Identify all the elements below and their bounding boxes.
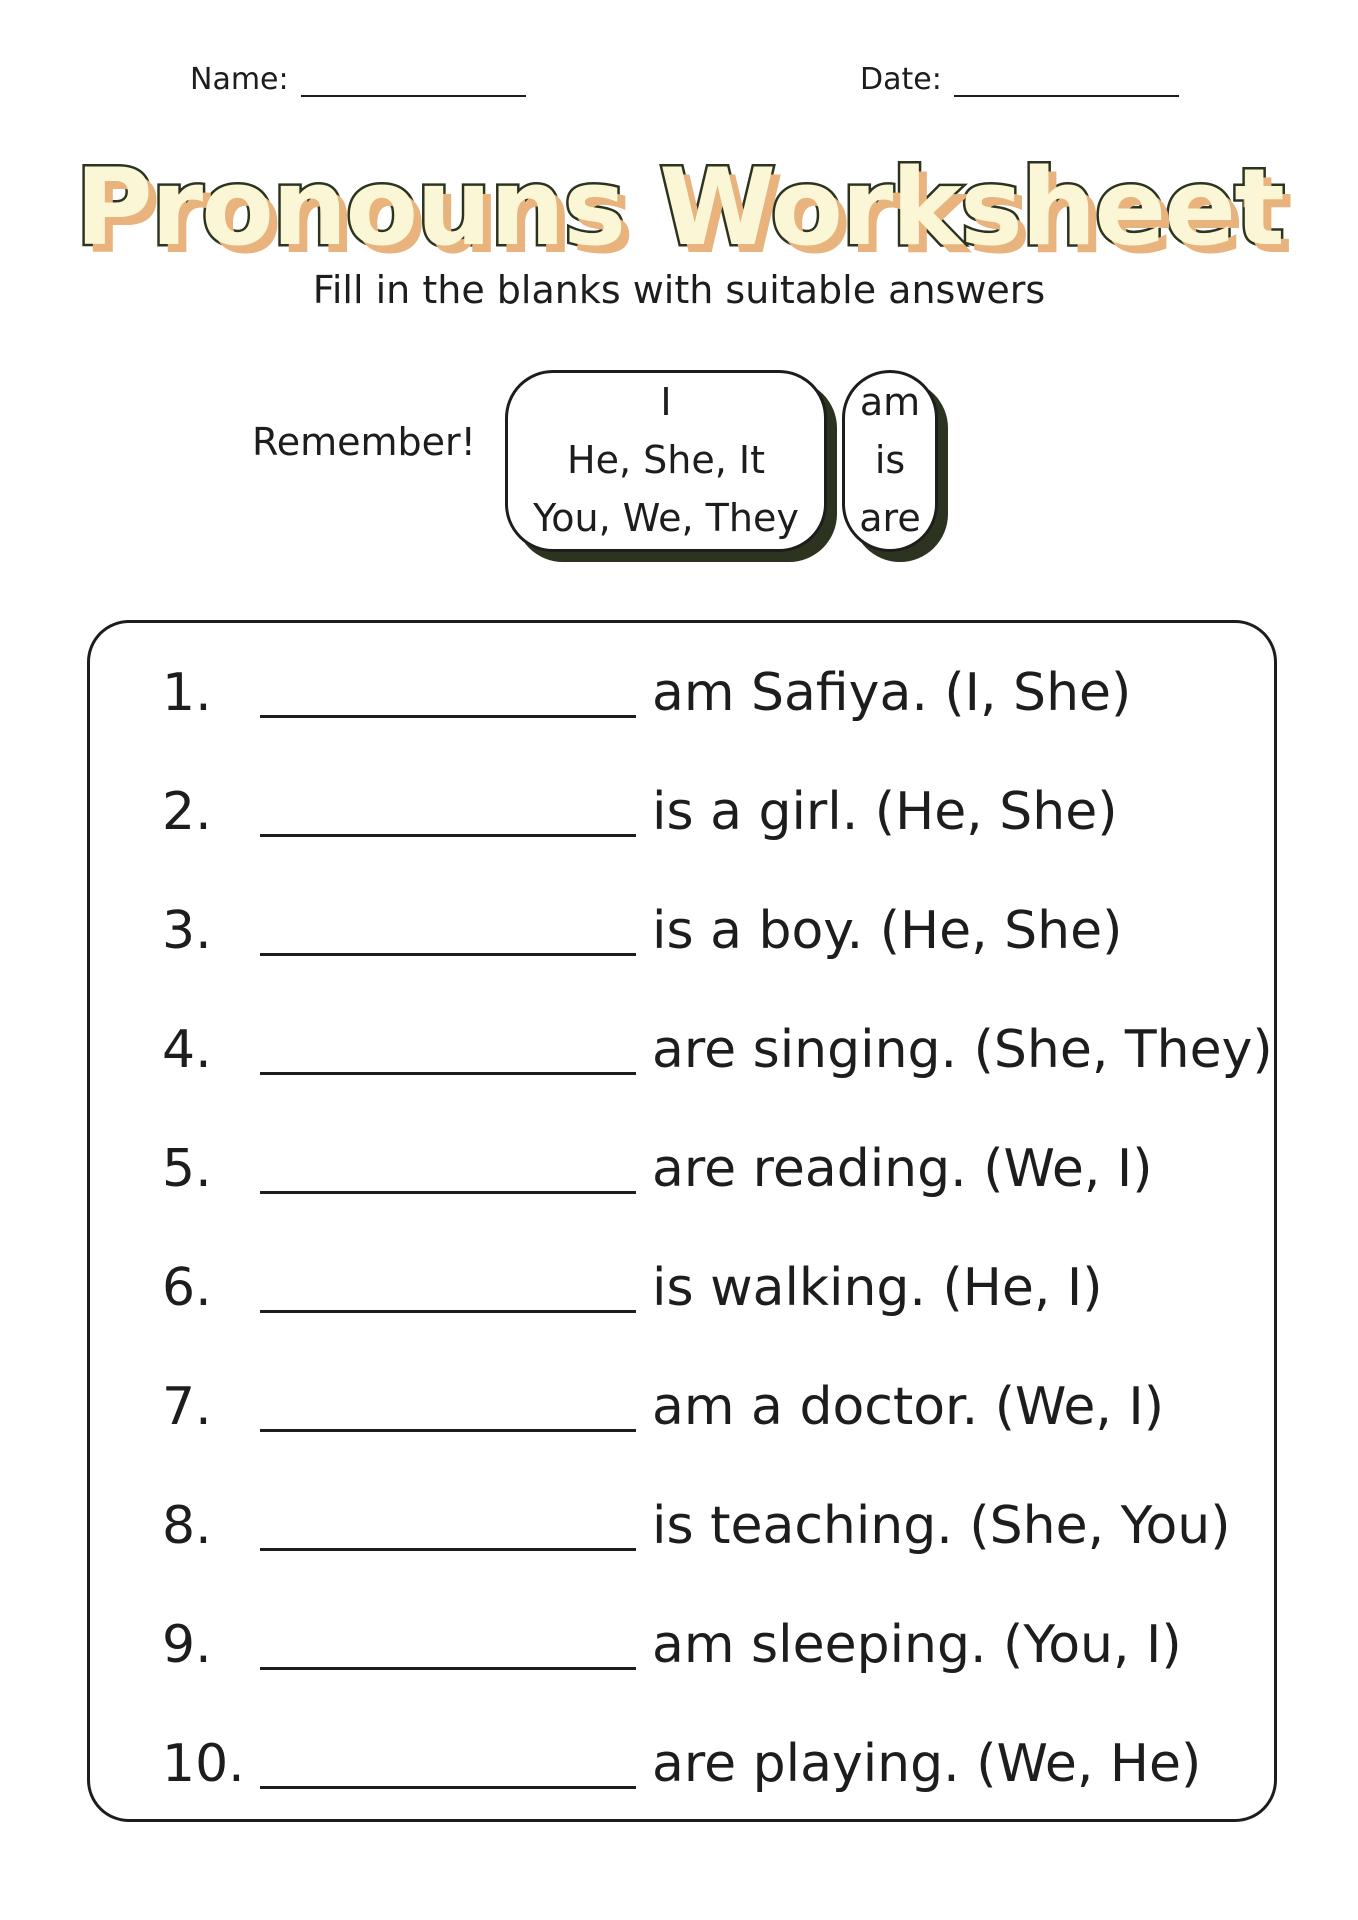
answer-blank[interactable] — [260, 1667, 636, 1670]
question-text: is a boy. (He, She) — [652, 901, 1123, 961]
question-text: is walking. (He, I) — [652, 1258, 1103, 1318]
question-text: am sleeping. (You, I) — [652, 1615, 1182, 1675]
question-row — [90, 1377, 1274, 1437]
pronoun-reference-box — [505, 370, 827, 552]
answer-blank[interactable] — [260, 1072, 636, 1075]
question-text: are playing. (We, He) — [652, 1734, 1202, 1794]
question-row — [90, 1139, 1274, 1199]
answer-blank[interactable] — [260, 834, 636, 837]
questions-panel — [87, 620, 1277, 1822]
answer-blank[interactable] — [260, 1191, 636, 1194]
pronoun-line: You, We, They — [533, 496, 799, 540]
date-field[interactable] — [860, 62, 1179, 97]
question-row — [90, 901, 1274, 961]
question-text: are singing. (She, They) — [652, 1020, 1273, 1080]
remember-label: Remember! — [252, 420, 476, 464]
verb-line: is — [874, 438, 906, 482]
question-number: 7. — [162, 1377, 212, 1437]
question-text: am Safiya. (I, She) — [652, 663, 1132, 723]
worksheet-title: Pronouns Worksheet — [75, 146, 1283, 269]
question-text: am a doctor. (We, I) — [652, 1377, 1165, 1437]
date-label: Date: — [860, 62, 942, 97]
verb-line: am — [859, 380, 921, 424]
verb-reference-box — [842, 370, 938, 552]
answer-blank[interactable] — [260, 1548, 636, 1551]
pronoun-line: I — [660, 380, 672, 424]
question-row — [90, 663, 1274, 723]
question-text: are reading. (We, I) — [652, 1139, 1153, 1199]
name-label: Name: — [190, 62, 289, 97]
question-number: 10. — [162, 1734, 245, 1794]
question-row — [90, 1496, 1274, 1556]
name-field[interactable] — [190, 62, 526, 97]
pronoun-line: He, She, It — [567, 438, 765, 482]
question-row — [90, 782, 1274, 842]
question-number: 8. — [162, 1496, 212, 1556]
question-number: 5. — [162, 1139, 212, 1199]
question-number: 4. — [162, 1020, 212, 1080]
question-row — [90, 1615, 1274, 1675]
question-number: 9. — [162, 1615, 212, 1675]
answer-blank[interactable] — [260, 953, 636, 956]
answer-blank[interactable] — [260, 1310, 636, 1313]
question-row — [90, 1734, 1274, 1794]
question-number: 1. — [162, 663, 212, 723]
answer-blank[interactable] — [260, 1786, 636, 1789]
question-number: 6. — [162, 1258, 212, 1318]
worksheet-subtitle: Fill in the blanks with suitable answers — [312, 268, 1046, 312]
question-number: 3. — [162, 901, 212, 961]
question-row — [90, 1258, 1274, 1318]
answer-blank[interactable] — [260, 715, 636, 718]
question-text: is teaching. (She, You) — [652, 1496, 1231, 1556]
question-text: is a girl. (He, She) — [652, 782, 1118, 842]
title-container — [0, 146, 1358, 269]
verb-line: are — [859, 496, 921, 540]
name-blank-line[interactable] — [301, 65, 526, 97]
date-blank-line[interactable] — [954, 65, 1179, 97]
answer-blank[interactable] — [260, 1429, 636, 1432]
question-row — [90, 1020, 1274, 1080]
question-number: 2. — [162, 782, 212, 842]
